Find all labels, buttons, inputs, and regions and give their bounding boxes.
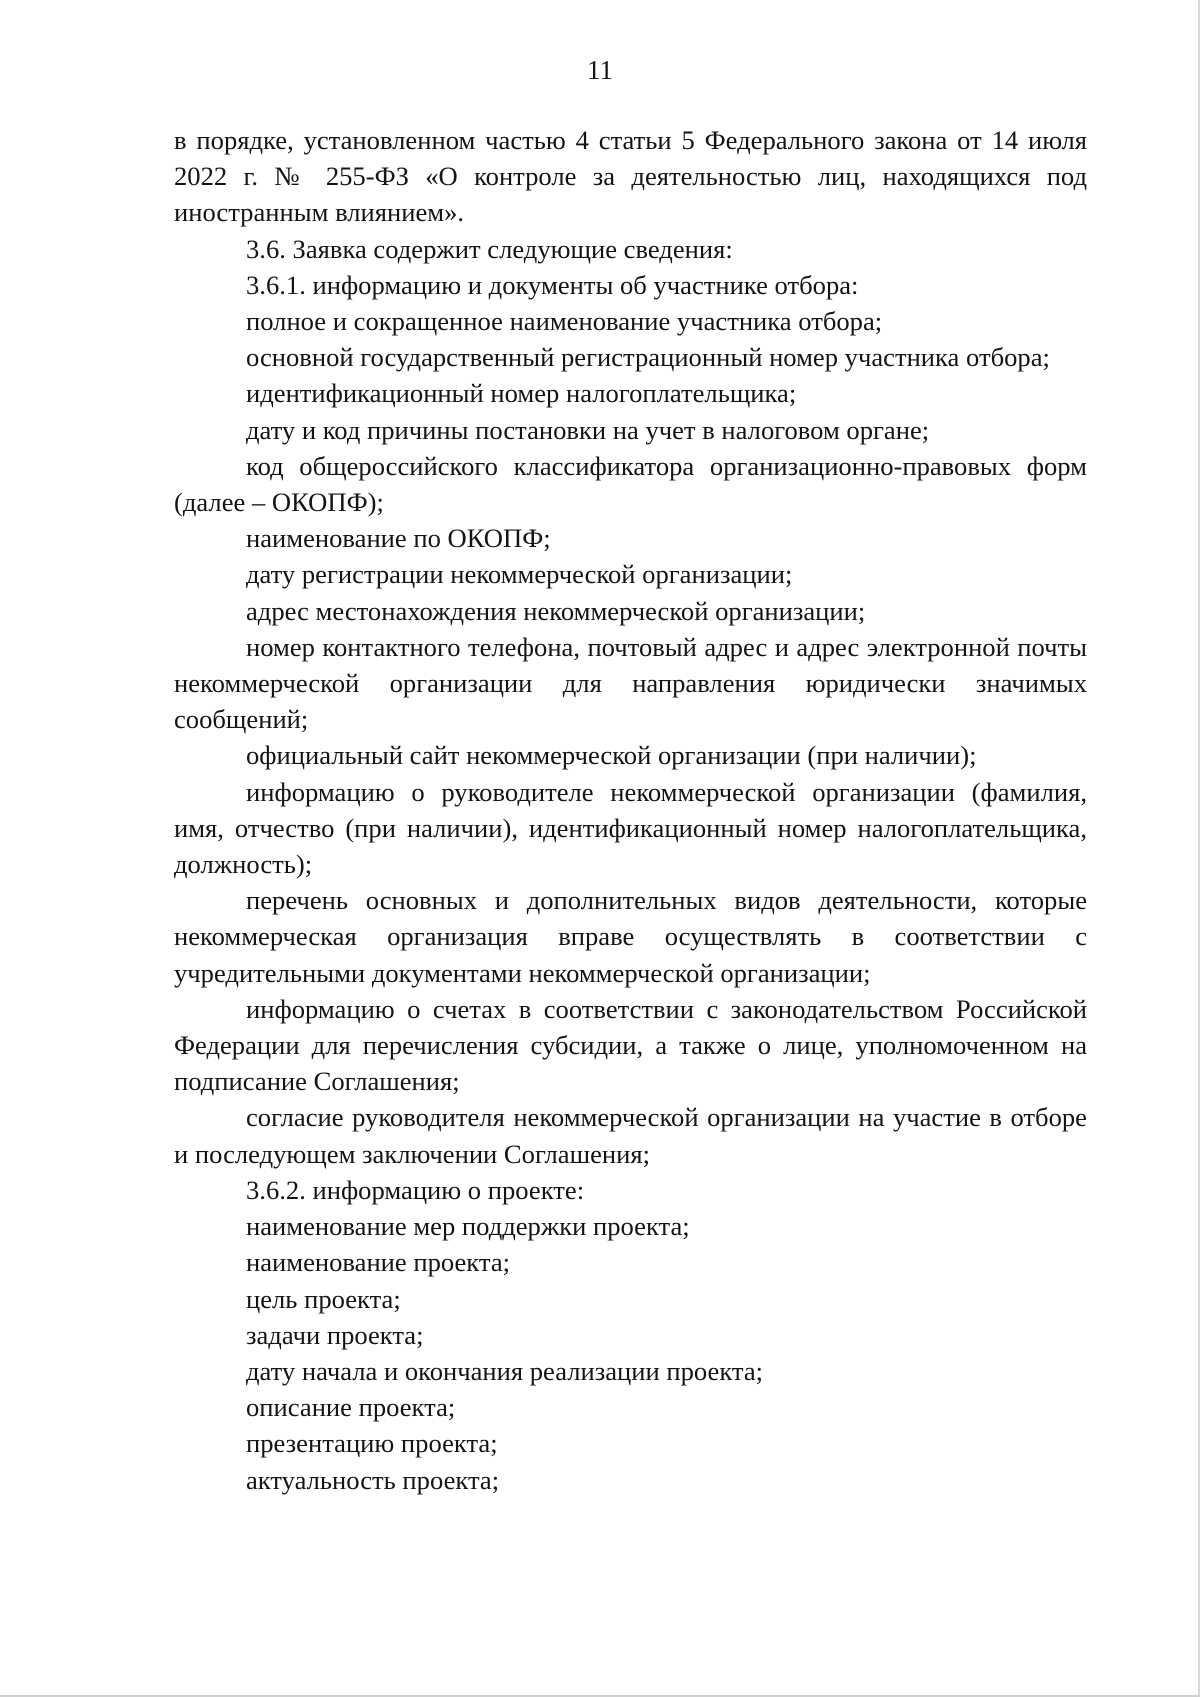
paragraph: дату начала и окончания реализации проекта; xyxy=(246,1355,764,1386)
paragraph: номер контактного телефона, почтовый адрес и адрес электронной почты некоммерческой организации для направления юридически значимых сообщений; xyxy=(174,631,1087,735)
paragraph: описание проекта; xyxy=(246,1392,456,1423)
paragraph: полное и сокращенное наименование участника отбора; xyxy=(246,306,883,337)
paragraph: перечень основных и дополнительных видов деятельности, которые некоммерческая организация вправе осуществлять в соответствии с учредительными документами некоммерческой организации; xyxy=(174,885,1087,988)
paragraph: информацию о руководителе некоммерческой организации (фамилия, имя, отчество (при наличии), идентификационный номер налогоплательщика, должность); xyxy=(174,776,1087,880)
paragraph: презентацию проекта; xyxy=(246,1428,498,1459)
paragraph: основной государственный регистрационный номер участника отбора; xyxy=(246,342,1050,373)
paragraph: наименование по ОКОПФ; xyxy=(246,523,551,554)
paragraph: официальный сайт некоммерческой организации (при наличии); xyxy=(246,740,977,771)
paragraph: в порядке, установленном частью 4 статьи 5 Федерального закона от 14 июля 2022 г. № 255-ФЗ «О контроле за деятельностью лиц, находящихся под иностранным влиянием». xyxy=(174,125,1087,228)
page-number: 11 xyxy=(587,55,613,85)
paragraph: идентификационный номер налогоплательщика; xyxy=(246,378,797,409)
paragraph: цель проекта; xyxy=(246,1283,401,1314)
paragraph: согласие руководителя некоммерческой организации на участие в отборе и последующем заключении Соглашения; xyxy=(174,1102,1087,1169)
paragraph: дату регистрации некоммерческой организации; xyxy=(246,559,793,590)
paragraph: наименование проекта; xyxy=(246,1247,511,1278)
paragraph: адрес местонахождения некоммерческой организации; xyxy=(246,595,866,626)
paragraph: актуальность проекта; xyxy=(246,1464,500,1495)
paragraph: код общероссийского классификатора организационно-правовых форм (далее – ОКОПФ); xyxy=(174,450,1087,518)
paragraph: 3.6.2. информацию о проекте: xyxy=(246,1174,585,1205)
paragraph: задачи проекта; xyxy=(246,1319,424,1350)
paragraph: наименование мер поддержки проекта; xyxy=(246,1211,690,1242)
paragraph: 3.6.1. информацию и документы об участнике отбора: xyxy=(246,269,859,300)
document-body xyxy=(174,122,1087,1498)
paragraph: информацию о счетах в соответствии с законодательством Российской Федерации для перечисления субсидии, а также о лице, уполномоченном на подписание Соглашения; xyxy=(174,993,1087,1097)
paragraph: 3.6. Заявка содержит следующие сведения: xyxy=(246,233,733,264)
paragraph: дату и код причины постановки на учет в налоговом органе; xyxy=(246,414,930,445)
